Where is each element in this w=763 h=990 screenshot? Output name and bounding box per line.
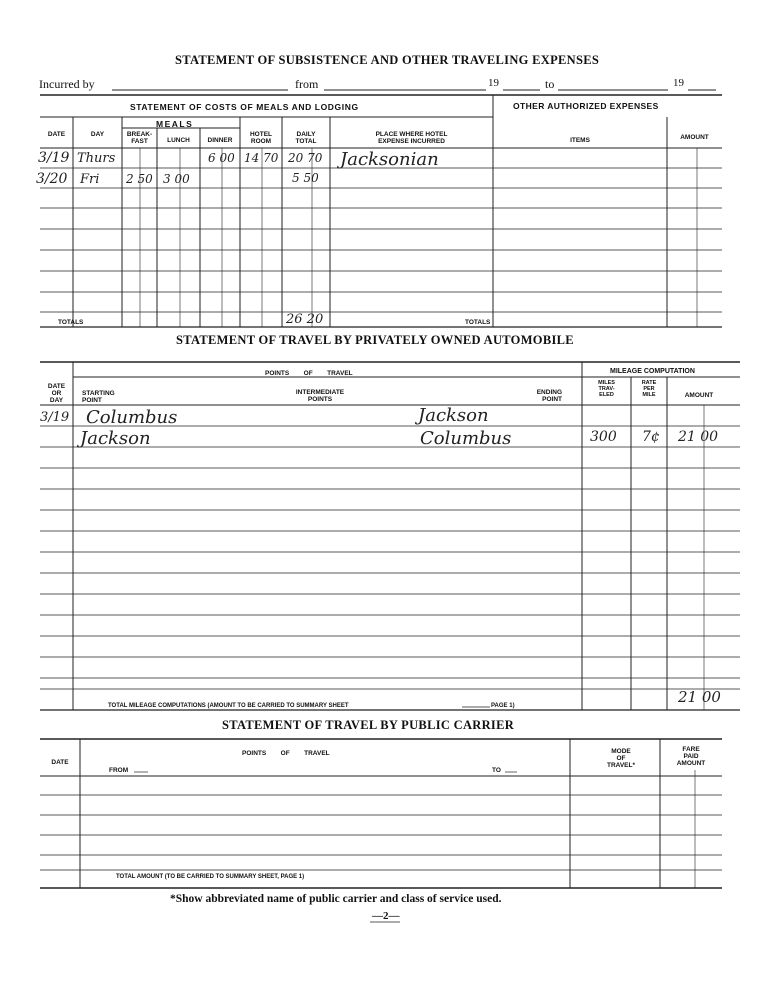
- auto-points-label: POINTS OF TRAVEL: [265, 370, 353, 377]
- totals-value: 26 20: [286, 312, 324, 327]
- from-label: from: [295, 77, 319, 91]
- row-breakfast: 2 50: [126, 172, 153, 186]
- year-label-1: 19: [488, 77, 499, 89]
- col-day-header: DAY: [90, 131, 105, 138]
- auto-col-intermediate: INTERMEDIATE POINTS: [295, 389, 345, 403]
- row-dinner: 6 00: [208, 151, 235, 165]
- col-hotel-header: HOTEL ROOM: [249, 131, 273, 145]
- auto-col-rate: RATE PER MILE: [641, 380, 657, 398]
- auto-row-date: 3/19: [40, 410, 70, 425]
- row-place: Jacksonian: [340, 149, 439, 170]
- totals-label: TOTALS: [58, 319, 84, 326]
- auto-col-starting: STARTING POINT: [82, 390, 115, 404]
- col-total-header: DAILY TOTAL: [295, 131, 317, 145]
- auto-row-amount: 21 00: [678, 429, 719, 445]
- carrier-col-date: DATE: [51, 759, 69, 766]
- page-title: STATEMENT OF SUBSISTENCE AND OTHER TRAVELING EXPENSES: [175, 53, 600, 67]
- row-hotel: 14 70: [244, 151, 279, 165]
- col-items-header: ITEMS: [570, 137, 590, 144]
- carrier-total-label: TOTAL AMOUNT (TO BE CARRIED TO SUMMARY SHEET, PAGE 1): [116, 874, 305, 880]
- col-lunch-header: LUNCH: [167, 137, 190, 144]
- row-total: 5 50: [292, 171, 319, 185]
- col-place-header: PLACE WHERE HOTEL EXPENSE INCURRED: [375, 131, 448, 145]
- carrier-col-fare: FARE PAID AMOUNT: [676, 746, 706, 767]
- carrier-col-from: FROM: [109, 767, 129, 774]
- auto-total-label: TOTAL MILEAGE COMPUTATIONS (AMOUNT TO BE CARRIED TO SUMMARY SHEET: [108, 703, 349, 709]
- auto-col-miles: MILES TRAV- ELED: [598, 380, 615, 398]
- col-date-header: DATE: [47, 131, 66, 138]
- row-lunch: 3 00: [163, 172, 190, 186]
- col-breakfast-header: BREAK- FAST: [126, 131, 153, 145]
- row-date: 3/19: [38, 150, 70, 166]
- auto-row-starting: Jackson: [80, 428, 151, 449]
- carrier-section-title: STATEMENT OF TRAVEL BY PUBLIC CARRIER: [222, 718, 515, 732]
- auto-row-rate: 7¢: [642, 429, 660, 445]
- row-date: 3/20: [36, 171, 68, 187]
- col-amount-header: AMOUNT: [680, 134, 709, 141]
- auto-total-value: 21 00: [678, 688, 721, 706]
- auto-row-starting: Columbus: [86, 407, 178, 428]
- row-day: Fri: [80, 172, 100, 187]
- page-number: —2—: [372, 910, 400, 922]
- meals-group-label: MEALS: [156, 119, 194, 129]
- col-dinner-header: DINNER: [207, 137, 233, 144]
- carrier-col-to: TO: [492, 767, 501, 774]
- other-totals-label: TOTALS: [465, 319, 491, 326]
- incurred-by-label: Incurred by: [39, 77, 95, 91]
- carrier-points-label: POINTS OF TRAVEL: [242, 750, 330, 757]
- auto-row-miles: 300: [590, 429, 617, 445]
- auto-col-date: DATE OR DAY: [47, 383, 66, 404]
- auto-col-ending: ENDING POINT: [536, 389, 562, 403]
- auto-row-ending: Columbus: [420, 428, 512, 449]
- auto-row-ending: Jackson: [418, 405, 489, 426]
- to-label: to: [545, 77, 555, 91]
- auto-section-title: STATEMENT OF TRAVEL BY PRIVATELY OWNED AUTOMOBILE: [176, 333, 574, 347]
- row-day: Thurs: [77, 151, 116, 166]
- footnote: *Show abbreviated name of public carrier and class of service used.: [170, 893, 502, 905]
- auto-col-amount: AMOUNT: [684, 392, 714, 399]
- year-label-2: 19: [673, 77, 684, 89]
- mileage-label: MILEAGE COMPUTATION: [610, 368, 695, 375]
- auto-total-page: PAGE 1): [491, 703, 515, 709]
- other-expenses-title: OTHER AUTHORIZED EXPENSES: [513, 101, 659, 111]
- row-total: 20 70: [288, 151, 323, 165]
- meals-section-title: STATEMENT OF COSTS OF MEALS AND LODGING: [130, 102, 359, 112]
- carrier-col-mode: MODE OF TRAVEL*: [606, 748, 636, 769]
